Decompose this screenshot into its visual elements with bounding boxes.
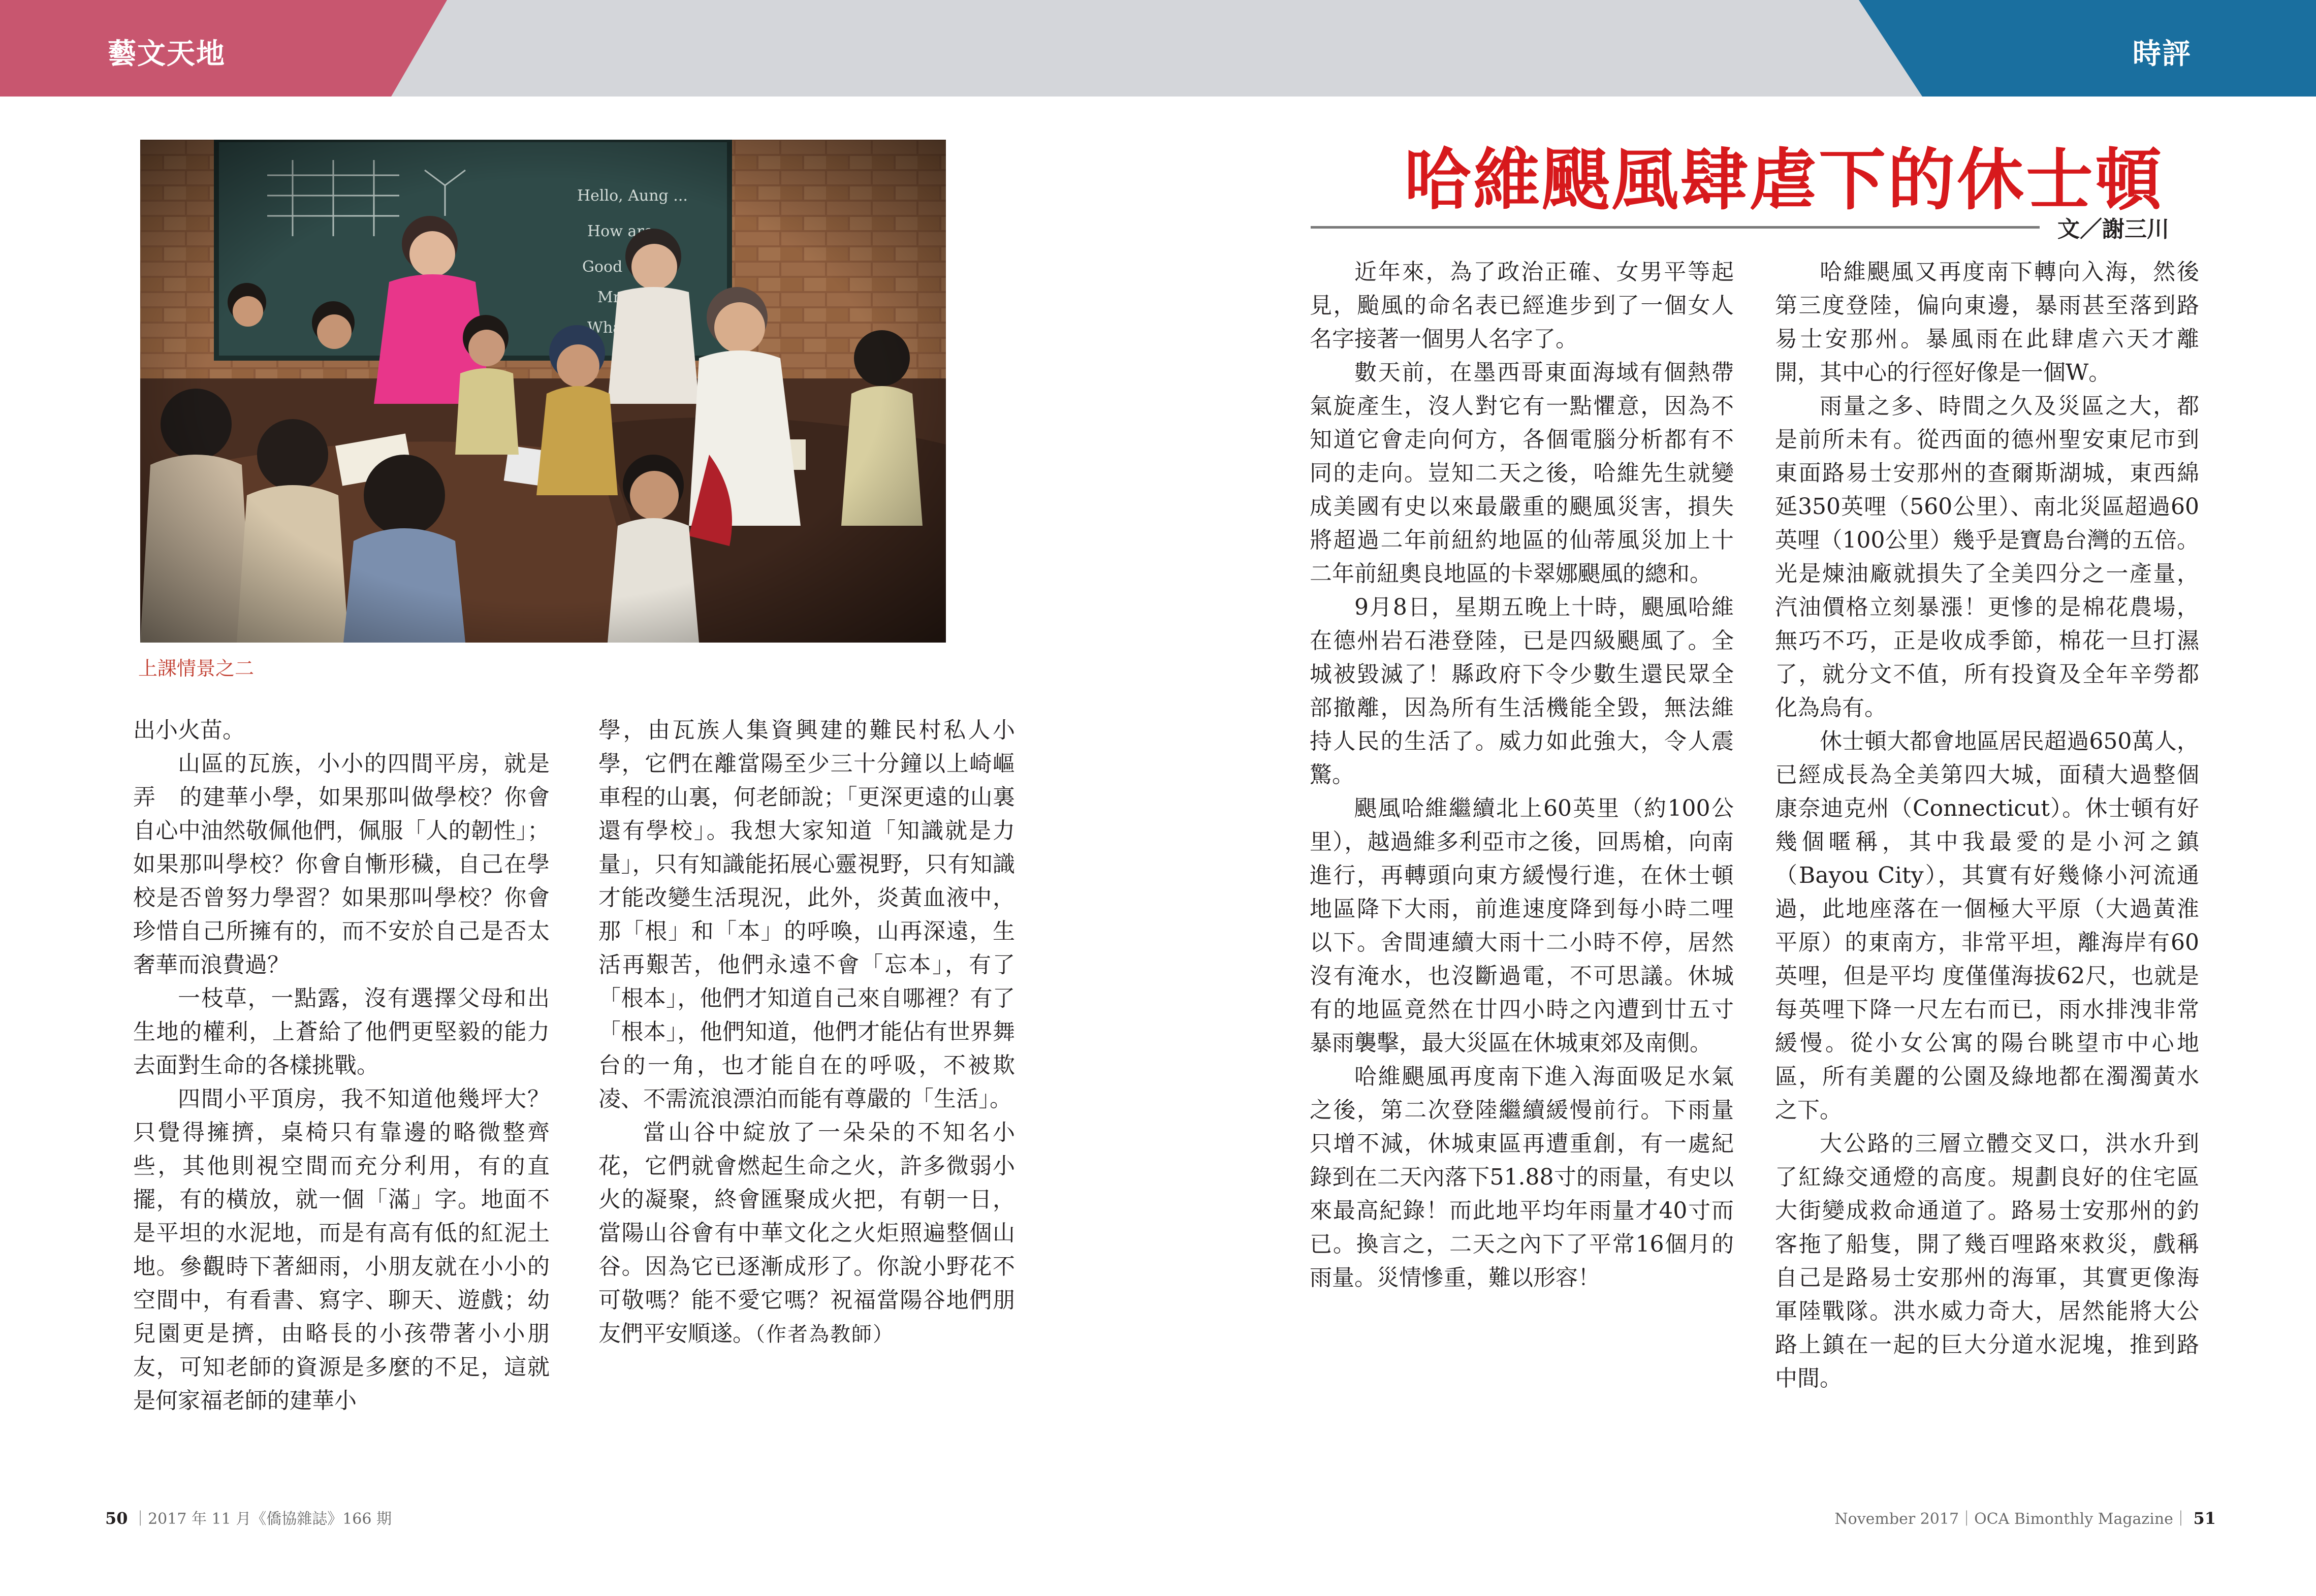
page-number-right: 51 [2193, 1509, 2216, 1528]
paragraph: 四間小平頂房，我不知道他幾坪大？只覺得擁擠，桌椅只有靠邊的略微整齊些，其他則視空間而充分利用，有的直擺，有的橫放，就一個「滿」字。地面不是平坦的水泥地，而是有高有低的紅泥土地。參觀時下著細雨，小朋友就在小小的空間中，有看書、寫字、聊天、遊戲；幼兒園更是擠，由略長的小孩帶著小小朋友，可知老師的資源是多麼的不足，這就是何家福老師的建華小 [133, 1086, 550, 1414]
right-article-column-1 [1310, 256, 1734, 1295]
paragraph: 山區的瓦族，小小的四間平房，就是弄 的建華小學，如果那叫做學校？你會自心中油然敬佩他們，佩服「人的韌性」；如果那叫學校？你會自慚形穢，自己在學校是否曾努力學習？如果那叫學校？你會珍惜自己所擁有的，而不安於自己是否太奢華而浪費過？ [133, 751, 550, 978]
paragraph: 颶風哈維繼續北上60英里（約100公里），越過維多利亞市之後，回馬槍，向南進行，再轉頭向東方緩慢行進，在休士頓地區降下大雨，前進速度降到每小時二哩以下。舍間連續大雨十二小時不停，居然沒有淹水，也沒斷過電，不可思議。休城有的地區竟然在廿四小時之內遭到廿五寸暴雨襲擊，最大災區在休城東郊及南側。 [1310, 795, 1734, 1056]
paragraph: 出小火苗。 [133, 717, 245, 743]
section-title-right: 時評 [2133, 38, 2192, 71]
left-article-column-2 [598, 714, 1015, 1351]
left-article-column-1 [133, 714, 550, 1418]
paragraph: 大公路的三層立體交叉口，洪水升到了紅綠交通燈的高度。規劃良好的住宅區大街變成救命通道了。路易士安那州的釣客拖了船隻，開了幾百哩路來救災，戲稱自己是路易士安那州的海軍，其實更像海軍陸戰隊。洪水威力奇大，居然能將大公路上鎮在一起的巨大分道水泥塊，推到路中間。 [1775, 1131, 2199, 1391]
footer-right [1834, 1506, 2216, 1528]
author-note: （作者為教師） [755, 1323, 894, 1346]
paragraph-text: 當山谷中綻放了一朵朵的不知名小花，它們就會燃起生命之火，許多微弱小火的凝聚，終會匯聚成火把，有朝一日，當陽山谷會有中華文化之火炬照遍整個山谷。因為它已逐漸成形了。你說小野花不可敬嗎？能不愛它嗎？祝福當陽谷地們朋友們平安順遂。 [598, 1120, 1015, 1347]
paragraph: 哈維颶風再度南下進入海面吸足水氣之後，第二次登陸繼續緩慢前行。下雨量只增不減，休城東區再遭重創，有一處紀錄到在二天內落下51.88寸的雨量，有史以來最高紀錄！而此地平均年雨量才40寸而已。換言之，二天之內下了平常16個月的雨量。災情慘重，難以形容！ [1310, 1064, 1734, 1291]
paragraph: 數天前，在墨西哥東面海域有個熱帶氣旋產生，沒人對它有一點懼意，因為不知道它會走向何方，各個電腦分析都有不同的走向。豈知二天之後，哈維先生就變成美國有史以來最嚴重的颶風災害，損失將超過二年前紐約地區的仙蒂風災加上十二年前紐奧良地區的卡翠娜颶風的總和。 [1310, 360, 1734, 587]
paragraph: 哈維颶風又再度南下轉向入海，然後第三度登陸，偏向東邊，暴雨甚至落到路易士安那州。暴風雨在此肆虐六天才離開，其中心的行徑好像是一個W。 [1775, 259, 2199, 386]
paragraph: 雨量之多、時間之久及災區之大，都是前所未有。從西面的德州聖安東尼市到東面路易士安那州的查爾斯湖城，東西綿延350英哩（560公里）、南北災區超過60英哩（100公里）幾乎是寶島台灣的五倍。光是煉油廠就損失了全美四分之一產量，汽油價格立刻暴漲！更慘的是棉花農場，無巧不巧，正是收成季節，棉花一旦打濕了，就分文不值，所有投資及全年辛勞都化為烏有。 [1775, 393, 2199, 721]
paragraph: 學，由瓦族人集資興建的難民村私人小學，它們在離當陽至少三十分鐘以上崎嶇車程的山裏，何老師說；「更深更遠的山裏還有學校」。我想大家知道「知識就是力量」，只有知識能拓展心靈視野，只有知識才能改變生活現況，此外，炎黃血液中，那「根」和「本」的呼喚，山再深遠，生活再艱苦，他們永遠不會「忘本」，有了「根本」，他們才知道自己來自哪裡？有了「根本」，他們知道，他們才能佔有世界舞台的一角，也才能自在的呼吸，不被欺凌、不需流浪漂泊而能有尊嚴的「生活」。 [598, 717, 1015, 1112]
photo-caption: 上課情景之二 [138, 657, 255, 680]
paragraph: 休士頓大都會地區居民超過650萬人，已經成長為全美第四大城，面積大過整個康奈迪克州（Connecticut）。休士頓有好幾個暱稱，其中我最愛的是小河之鎮（Bayou City），其實有好幾條小河流通過，此地座落在一個極大平原（大過黃淮平原）的東南方，非常平坦，離海岸有60英哩，但是平均 度僅僅海拔62尺，也就是每英哩下降一尺左右而已，雨水排洩非常緩慢。從小女公寓的陽台眺望市中心地區，所有美麗的公園及綠地都在濁濁黃水之下。 [1775, 728, 2199, 1123]
paragraph [598, 1116, 1015, 1351]
footer-left [105, 1506, 392, 1528]
paragraph: 9月8日，星期五晚上十時，颶風哈維在德州岩石港登陸，已是四級颶風了。全城被毀滅了！縣政府下令少數生還民眾全部撤離，因為所有生活機能全毀，無法維持人民的生活了。威力如此強大，令人震驚。 [1310, 594, 1734, 788]
article-title: 哈維颶風肆虐下的休士頓 [1404, 141, 2164, 219]
footer-right-text: November 2017｜OCA Bimonthly Magazine｜ [1834, 1510, 2188, 1528]
page-number-left: 50 [105, 1509, 128, 1528]
footer-left-text: ｜2017 年 11 月《僑協雜誌》166 期 [133, 1510, 392, 1528]
section-tab-right [1859, 0, 2316, 97]
right-article-column-2 [1775, 256, 2199, 1395]
classroom-photo [140, 140, 946, 643]
section-title-left: 藝文天地 [108, 38, 226, 71]
paragraph: 近年來，為了政治正確、女男平等起見，颱風的命名表已經進步到了一個女人名字接著一個男人名字了。 [1310, 259, 1734, 352]
title-rule [1311, 226, 2040, 229]
paragraph: 一枝草，一點露，沒有選擇父母和出生地的權利，上蒼給了他們更堅毅的能力去面對生命的各樣挑戰。 [133, 985, 550, 1078]
article-author: 文／謝三川 [2057, 216, 2169, 242]
